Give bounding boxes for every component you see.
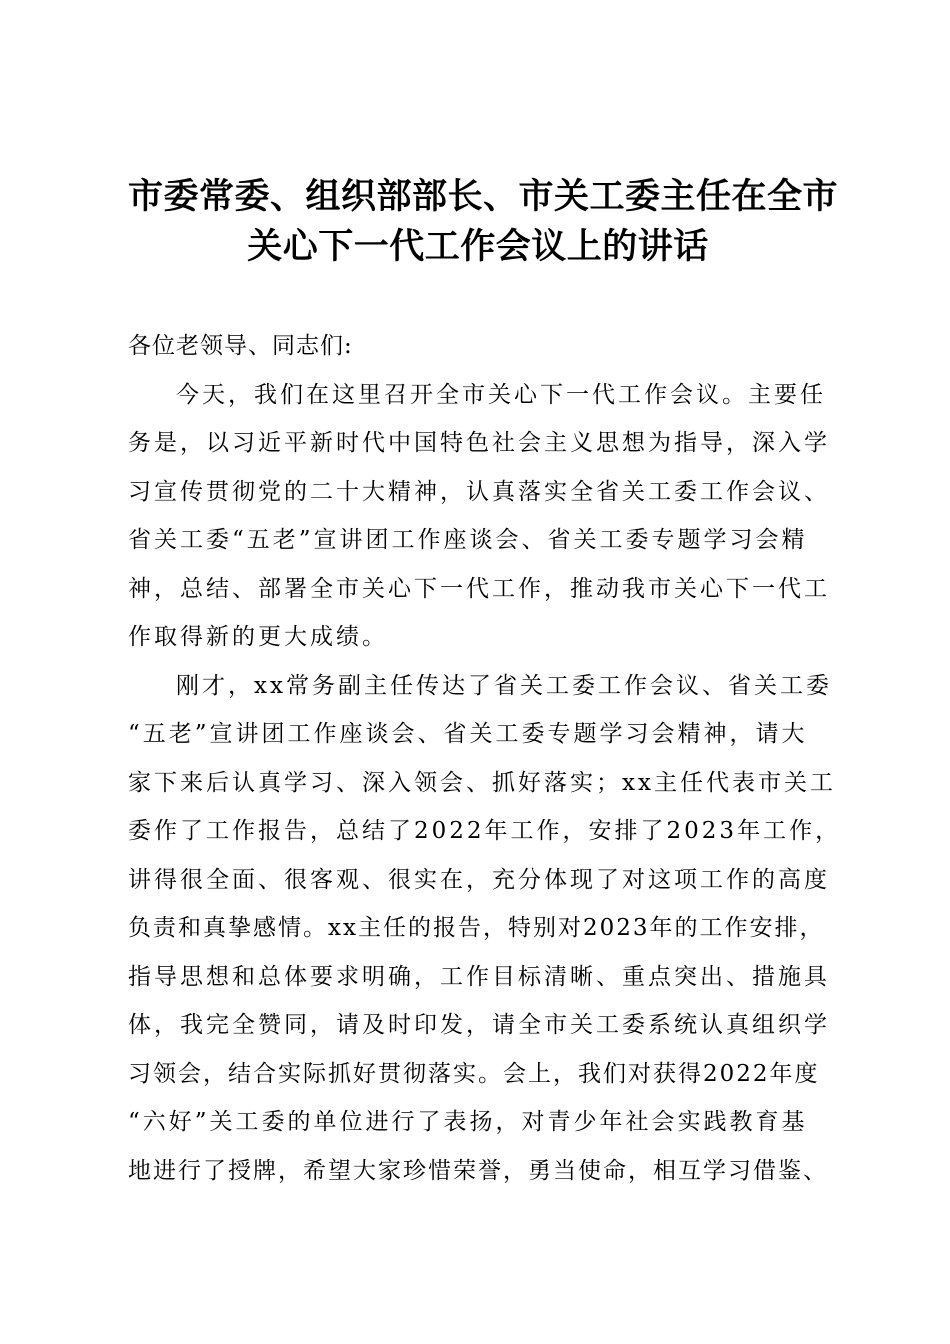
paragraph-line: 体，我完全赞同，请及时印发，请全市关工委系统认真组织学 — [128, 1012, 830, 1038]
document-title — [128, 172, 839, 272]
salutation: 各位老领导、同志们: — [128, 333, 353, 359]
paragraph-line: 家下来后认真学习、深入领会、抓好落实；xx主任代表市关工 — [128, 769, 836, 796]
paragraph-line: 今天，我们在这里召开全市关心下一代工作会议。主要任 — [176, 381, 826, 408]
paragraph-line: 习领会，结合实际抓好贯彻落实。会上，我们对获得2022年度 — [128, 1060, 820, 1087]
document-body — [128, 322, 840, 1195]
title-line-2: 关心下一代工作会议上的讲话 — [247, 226, 709, 267]
paragraph-line: 作取得新的更大成绩。 — [128, 624, 388, 650]
title-line-1: 市委常委、组织部部长、市关工委主任在全市 — [128, 176, 839, 217]
paragraph-1 — [128, 371, 840, 662]
paragraph-line: 委作了工作报告，总结了2022年工作，安排了2023年工作， — [128, 818, 842, 844]
paragraph-line: 刚才，xx常务副主任传达了省关工委工作会议、省关工委 — [176, 672, 832, 699]
paragraph-line: 负责和真挚感情。xx主任的报告，特别对2023年的工作安排， — [128, 915, 825, 941]
paragraph-line: 省关工委“五老”宣讲团工作座谈会、省关工委专题学习会精 — [128, 527, 808, 553]
paragraph-line: 讲得很全面、很客观、很实在，充分体现了对这项工作的高度 — [128, 866, 830, 893]
paragraph-line: 务是，以习近平新时代中国特色社会主义思想为指导，深入学 — [128, 430, 830, 456]
paragraph-line: 神，总结、部署全市关心下一代工作，推动我市关心下一代工 — [128, 575, 830, 602]
paragraph-line: “五老”宣讲团工作座谈会、省关工委专题学习会精神，请大 — [128, 721, 808, 747]
paragraph-line: 习宣传贯彻党的二十大精神，认真落实全省关工委工作会议、 — [128, 478, 830, 505]
paragraph-line: “六好”关工委的单位进行了表扬，对青少年社会实践教育基 — [128, 1109, 808, 1135]
paragraph-2 — [128, 662, 840, 1196]
paragraph-line: 指导思想和总体要求明确，工作目标清晰、重点突出、措施具 — [128, 963, 830, 990]
paragraph-line: 地进行了授牌，希望大家珍惜荣誉，勇当使命，相互学习借鉴、 — [128, 1157, 828, 1184]
